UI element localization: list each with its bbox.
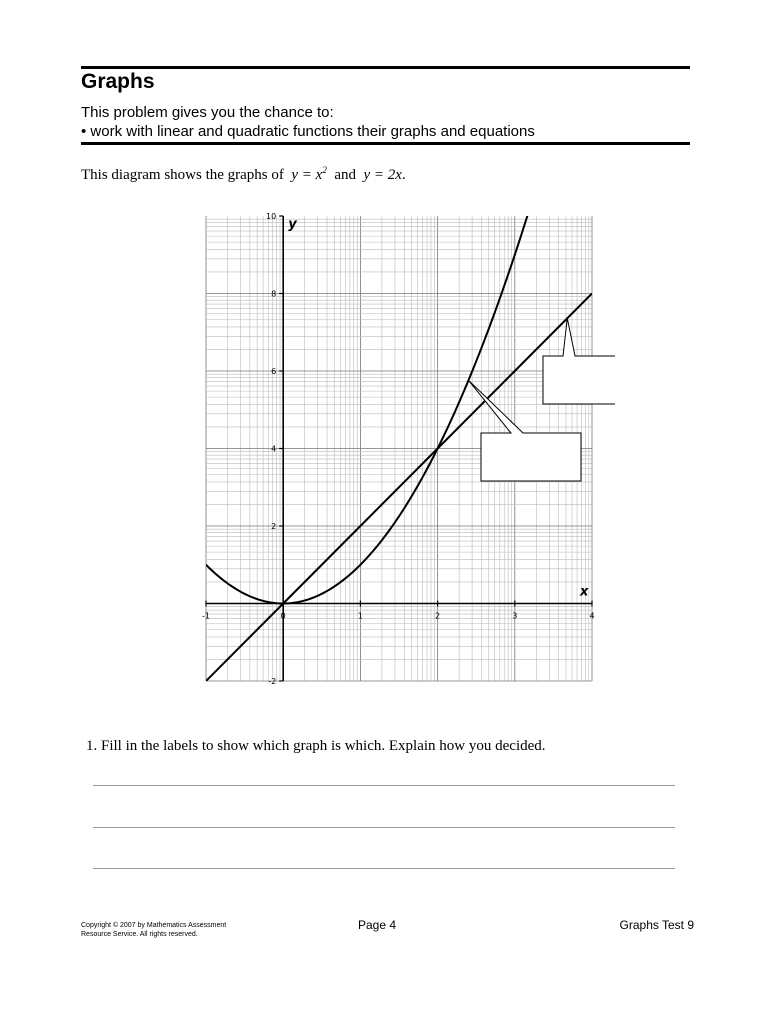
x-tick-label: -1 [202,611,210,621]
y-tick-label: 4 [271,444,277,454]
footer-test-name: Graphs Test 9 [619,918,694,932]
y-tick-label: -2 [268,677,277,686]
equation-parabola: $y = x^2$ [291,165,327,183]
lead-sentence: This diagram shows the graphs of $y = x^2$ and y = 2x. [81,165,406,183]
y-tick-label: 6 [271,367,277,376]
x-tick-label: 4 [589,611,595,621]
intro-text [81,103,535,141]
x-tick-label: 3 [512,611,518,621]
page-number: Page 4 [358,918,397,932]
intro-rule [81,142,690,145]
equation-line: y = 2x [363,167,402,183]
x-tick-label: 0 [280,611,286,621]
y-tick-label: 2 [271,522,277,531]
y-tick-label: 10 [266,212,277,221]
lead-joiner: and [334,167,356,183]
x-tick-label: 1 [357,611,363,621]
answer-line[interactable] [93,868,675,869]
function-graph [195,208,615,698]
series-line [206,294,595,682]
y-axis-label: y [288,217,297,232]
series-parabola [206,208,592,604]
x-axis-label: x [580,584,589,600]
copyright: Copyright © 2007 by Mathematics Assessment Resource Service. All rights reserved. [81,922,227,938]
question-1: 1. Fill in the labels to show which graph is which. Explain how you decided. [86,738,546,754]
answer-line[interactable] [93,827,675,828]
y-tick-label: 8 [271,289,277,299]
answer-line[interactable] [93,785,675,786]
page-title: Graphs [81,70,155,93]
intro-line-2: • work with linear and quadratic functions their graphs and equations [81,123,535,140]
x-tick-label: 2 [435,611,441,621]
top-rule [81,66,690,69]
lead-prefix: This diagram shows the graphs of [81,167,284,183]
intro-line-1: This problem gives you the chance to: [81,104,334,121]
